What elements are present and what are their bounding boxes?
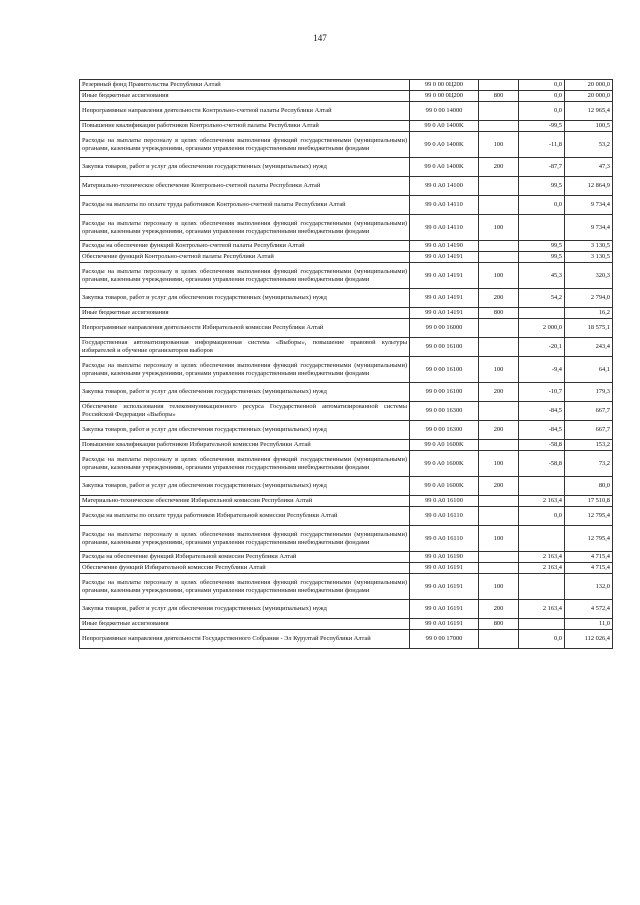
table-row xyxy=(80,507,613,526)
row-total-cell: 53,2 xyxy=(565,132,613,158)
table-row xyxy=(80,102,613,121)
row-name-cell: Закупка товаров, работ и услуг для обеспечения государственных (муниципальных) нужд xyxy=(80,477,410,496)
row-code-cell: 99 0 A0 16110 xyxy=(410,526,479,552)
row-total-cell: 17 510,8 xyxy=(565,496,613,507)
row-total-cell: 80,0 xyxy=(565,477,613,496)
row-expense-type-cell xyxy=(479,630,519,649)
table-row xyxy=(80,215,613,241)
row-code-cell: 99 0 A0 16100 xyxy=(410,496,479,507)
table-row xyxy=(80,402,613,421)
row-total-cell: 12 965,4 xyxy=(565,102,613,121)
row-name-cell: Закупка товаров, работ и услуг для обеспечения государственных (муниципальных) нужд xyxy=(80,289,410,308)
row-total-cell: 9 734,4 xyxy=(565,196,613,215)
row-code-cell: 99 0 00 16100 xyxy=(410,357,479,383)
row-total-cell: 47,3 xyxy=(565,158,613,177)
row-name-cell: Материально-техническое обеспечение Контрольно-счетной палаты Республики Алтай xyxy=(80,177,410,196)
table-row xyxy=(80,574,613,600)
row-change-cell: 99,5 xyxy=(519,241,565,252)
row-total-cell: 3 130,5 xyxy=(565,241,613,252)
row-code-cell: 99 0 A0 16191 xyxy=(410,574,479,600)
row-expense-type-cell: 100 xyxy=(479,451,519,477)
row-name-cell: Иные бюджетные ассигнования xyxy=(80,308,410,319)
row-total-cell: 2 794,0 xyxy=(565,289,613,308)
row-change-cell: 0,0 xyxy=(519,196,565,215)
table-row xyxy=(80,91,613,102)
row-code-cell: 99 0 A0 1400K xyxy=(410,132,479,158)
row-expense-type-cell: 200 xyxy=(479,158,519,177)
row-name-cell: Материально-техническое обеспечение Избирательной комиссии Республики Алтай xyxy=(80,496,410,507)
row-change-cell: 99,5 xyxy=(519,177,565,196)
row-name-cell: Государственная автоматизированная информационная система «Выборы», повышение правовой культуры избирателей и обучение организаторов выборов xyxy=(80,338,410,357)
row-change-cell: 0,0 xyxy=(519,630,565,649)
row-change-cell xyxy=(519,215,565,241)
row-change-cell xyxy=(519,526,565,552)
row-code-cell: 99 0 00 16300 xyxy=(410,402,479,421)
row-expense-type-cell xyxy=(479,552,519,563)
table-row xyxy=(80,496,613,507)
table-row xyxy=(80,158,613,177)
row-name-cell: Расходы на выплаты персоналу в целях обеспечения выполнения функций государственными (муниципальными) органами, казенными учреждениями, органами управления государственными внебюджетными фондами xyxy=(80,357,410,383)
row-expense-type-cell: 200 xyxy=(479,421,519,440)
row-total-cell: 179,3 xyxy=(565,383,613,402)
row-total-cell: 3 130,5 xyxy=(565,252,613,263)
row-expense-type-cell: 100 xyxy=(479,357,519,383)
row-name-cell: Непрограммные направления деятельности Государственного Собрания - Эл Курултай Республики Алтай xyxy=(80,630,410,649)
row-total-cell: 20 000,0 xyxy=(565,91,613,102)
row-expense-type-cell: 800 xyxy=(479,619,519,630)
table-row xyxy=(80,421,613,440)
table-row xyxy=(80,477,613,496)
row-change-cell xyxy=(519,477,565,496)
row-name-cell: Расходы на выплаты по оплате труда работников Контрольно-счетной палаты Республики Алтай xyxy=(80,196,410,215)
row-name-cell: Повышение квалификации работников Избирательной комиссии Республики Алтай xyxy=(80,440,410,451)
row-code-cell: 99 0 A0 16191 xyxy=(410,563,479,574)
row-total-cell: 4 715,4 xyxy=(565,563,613,574)
page-number: 147 xyxy=(313,33,327,43)
table-row xyxy=(80,289,613,308)
row-code-cell: 99 0 A0 14191 xyxy=(410,308,479,319)
row-name-cell: Расходы на выплаты персоналу в целях обеспечения выполнения функций государственными (муниципальными) органами, казенными учреждениями, органами управления государственными внебюджетными фондами xyxy=(80,215,410,241)
table-row xyxy=(80,526,613,552)
table-row xyxy=(80,338,613,357)
row-expense-type-cell xyxy=(479,338,519,357)
row-change-cell: 0,0 xyxy=(519,91,565,102)
row-expense-type-cell xyxy=(479,319,519,338)
row-total-cell: 9 734,4 xyxy=(565,215,613,241)
row-name-cell: Расходы на обеспечение функций Контрольно-счетной палаты Республики Алтай xyxy=(80,241,410,252)
row-total-cell: 64,1 xyxy=(565,357,613,383)
budget-table-body xyxy=(80,80,613,649)
row-change-cell: 2 163,4 xyxy=(519,563,565,574)
row-total-cell: 132,0 xyxy=(565,574,613,600)
row-code-cell: 99 0 A0 16191 xyxy=(410,600,479,619)
row-change-cell xyxy=(519,308,565,319)
row-change-cell: 0,0 xyxy=(519,80,565,91)
row-code-cell: 99 0 A0 14190 xyxy=(410,241,479,252)
row-change-cell: 45,3 xyxy=(519,263,565,289)
row-code-cell: 99 0 A0 1600K xyxy=(410,477,479,496)
row-code-cell: 99 0 00 16300 xyxy=(410,421,479,440)
row-total-cell: 73,2 xyxy=(565,451,613,477)
row-change-cell: -84,5 xyxy=(519,421,565,440)
row-total-cell: 667,7 xyxy=(565,421,613,440)
row-change-cell: -11,8 xyxy=(519,132,565,158)
row-change-cell: 2 000,0 xyxy=(519,319,565,338)
row-name-cell: Расходы на выплаты по оплате труда работников Избирательной комиссии Республики Алтай xyxy=(80,507,410,526)
row-code-cell: 99 0 A0 14191 xyxy=(410,289,479,308)
row-change-cell: -9,4 xyxy=(519,357,565,383)
row-expense-type-cell: 800 xyxy=(479,91,519,102)
table-row xyxy=(80,600,613,619)
row-total-cell: 667,7 xyxy=(565,402,613,421)
row-name-cell: Закупка товаров, работ и услуг для обеспечения государственных (муниципальных) нужд xyxy=(80,421,410,440)
row-code-cell: 99 0 A0 16190 xyxy=(410,552,479,563)
row-expense-type-cell xyxy=(479,241,519,252)
row-expense-type-cell: 800 xyxy=(479,308,519,319)
row-name-cell: Расходы на выплаты персоналу в целях обеспечения выполнения функций государственными (муниципальными) органами, казенными учреждениями, органами управления государственными внебюджетными фондами xyxy=(80,263,410,289)
row-code-cell: 99 0 A0 1400K xyxy=(410,158,479,177)
row-name-cell: Повышение квалификации работников Контрольно-счетной палаты Республики Алтай xyxy=(80,121,410,132)
row-name-cell: Расходы на выплаты персоналу в целях обеспечения выполнения функций государственными (муниципальными) органами, казенными учреждениями, органами управления государственными внебюджетными фондами xyxy=(80,132,410,158)
row-name-cell: Обеспечение функций Избирательной комиссии Республики Алтай xyxy=(80,563,410,574)
row-name-cell: Расходы на выплаты персоналу в целях обеспечения выполнения функций государственными (муниципальными) органами, казенными учреждениями, органами управления государственными внебюджетными фондами xyxy=(80,451,410,477)
row-change-cell: 2 163,4 xyxy=(519,600,565,619)
row-total-cell: 112 026,4 xyxy=(565,630,613,649)
table-row xyxy=(80,630,613,649)
row-code-cell: 99 0 A0 14100 xyxy=(410,177,479,196)
row-expense-type-cell: 200 xyxy=(479,477,519,496)
row-expense-type-cell: 100 xyxy=(479,132,519,158)
row-change-cell xyxy=(519,574,565,600)
row-change-cell: 99,5 xyxy=(519,252,565,263)
row-change-cell: -20,1 xyxy=(519,338,565,357)
row-code-cell: 99 0 A0 16110 xyxy=(410,507,479,526)
row-name-cell: Резервный фонд Правительства Республики Алтай xyxy=(80,80,410,91)
table-row xyxy=(80,263,613,289)
row-total-cell: 20 000,0 xyxy=(565,80,613,91)
row-name-cell: Непрограммные направления деятельности Контрольно-счетной палаты Республики Алтай xyxy=(80,102,410,121)
row-expense-type-cell xyxy=(479,440,519,451)
row-code-cell: 99 0 A0 1600K xyxy=(410,451,479,477)
row-expense-type-cell xyxy=(479,563,519,574)
row-total-cell: 4 572,4 xyxy=(565,600,613,619)
row-name-cell: Иные бюджетные ассигнования xyxy=(80,91,410,102)
row-expense-type-cell xyxy=(479,507,519,526)
row-expense-type-cell: 100 xyxy=(479,526,519,552)
row-name-cell: Закупка товаров, работ и услуг для обеспечения государственных (муниципальных) нужд xyxy=(80,600,410,619)
row-change-cell: 0,0 xyxy=(519,507,565,526)
row-change-cell: 2 163,4 xyxy=(519,496,565,507)
row-total-cell: 153,2 xyxy=(565,440,613,451)
row-code-cell: 99 0 A0 14191 xyxy=(410,263,479,289)
row-change-cell: -99,5 xyxy=(519,121,565,132)
table-row xyxy=(80,241,613,252)
row-name-cell: Расходы на выплаты персоналу в целях обеспечения выполнения функций государственными (муниципальными) органами, казенными учреждениями, органами управления государственными внебюджетными фондами xyxy=(80,526,410,552)
row-total-cell: 11,0 xyxy=(565,619,613,630)
table-row xyxy=(80,357,613,383)
row-name-cell: Закупка товаров, работ и услуг для обеспечения государственных (муниципальных) нужд xyxy=(80,158,410,177)
row-code-cell: 99 0 00 0Ц200 xyxy=(410,80,479,91)
row-name-cell: Закупка товаров, работ и услуг для обеспечения государственных (муниципальных) нужд xyxy=(80,383,410,402)
row-name-cell: Расходы на обеспечение функций Избирательной комиссии Республики Алтай xyxy=(80,552,410,563)
row-expense-type-cell: 100 xyxy=(479,574,519,600)
row-expense-type-cell: 200 xyxy=(479,600,519,619)
row-expense-type-cell xyxy=(479,496,519,507)
row-code-cell: 99 0 A0 14191 xyxy=(410,252,479,263)
row-expense-type-cell xyxy=(479,402,519,421)
table-row xyxy=(80,252,613,263)
table-row xyxy=(80,383,613,402)
row-code-cell: 99 0 A0 1600K xyxy=(410,440,479,451)
row-expense-type-cell: 200 xyxy=(479,383,519,402)
table-row xyxy=(80,552,613,563)
row-change-cell: 2 163,4 xyxy=(519,552,565,563)
row-code-cell: 99 0 A0 14110 xyxy=(410,215,479,241)
table-row xyxy=(80,132,613,158)
row-expense-type-cell xyxy=(479,196,519,215)
row-expense-type-cell: 100 xyxy=(479,263,519,289)
row-name-cell: Обеспечение функций Контрольно-счетной палаты Республики Алтай xyxy=(80,252,410,263)
row-code-cell: 99 0 00 16000 xyxy=(410,319,479,338)
row-name-cell: Обеспечение использования телекоммуникационного ресурса Государственной автоматизированной системы Российской Федерации «Выборы» xyxy=(80,402,410,421)
row-change-cell xyxy=(519,619,565,630)
row-expense-type-cell xyxy=(479,252,519,263)
table-row xyxy=(80,308,613,319)
row-total-cell: 243,4 xyxy=(565,338,613,357)
row-total-cell: 320,3 xyxy=(565,263,613,289)
row-total-cell: 100,5 xyxy=(565,121,613,132)
table-row xyxy=(80,619,613,630)
row-change-cell: -58,8 xyxy=(519,440,565,451)
table-row xyxy=(80,196,613,215)
row-total-cell: 16,2 xyxy=(565,308,613,319)
row-total-cell: 12 795,4 xyxy=(565,507,613,526)
row-expense-type-cell xyxy=(479,177,519,196)
table-row xyxy=(80,451,613,477)
row-change-cell: 54,2 xyxy=(519,289,565,308)
row-code-cell: 99 0 A0 14110 xyxy=(410,196,479,215)
row-change-cell: -10,7 xyxy=(519,383,565,402)
row-total-cell: 4 715,4 xyxy=(565,552,613,563)
row-expense-type-cell xyxy=(479,80,519,91)
row-code-cell: 99 0 00 0Ц200 xyxy=(410,91,479,102)
row-name-cell: Иные бюджетные ассигнования xyxy=(80,619,410,630)
row-total-cell: 18 575,1 xyxy=(565,319,613,338)
row-code-cell: 99 0 00 14000 xyxy=(410,102,479,121)
row-name-cell: Непрограммные направления деятельности Избирательной комиссии Республики Алтай xyxy=(80,319,410,338)
table-row xyxy=(80,177,613,196)
row-expense-type-cell xyxy=(479,102,519,121)
budget-table xyxy=(79,79,613,649)
row-code-cell: 99 0 A0 16191 xyxy=(410,619,479,630)
table-row xyxy=(80,563,613,574)
row-name-cell: Расходы на выплаты персоналу в целях обеспечения выполнения функций государственными (муниципальными) органами, казенными учреждениями, органами управления государственными внебюджетными фондами xyxy=(80,574,410,600)
row-total-cell: 12 864,9 xyxy=(565,177,613,196)
row-code-cell: 99 0 00 17000 xyxy=(410,630,479,649)
row-code-cell: 99 0 A0 1400K xyxy=(410,121,479,132)
row-code-cell: 99 0 00 16100 xyxy=(410,338,479,357)
table-row xyxy=(80,440,613,451)
row-expense-type-cell: 100 xyxy=(479,215,519,241)
row-change-cell: -87,7 xyxy=(519,158,565,177)
table-row xyxy=(80,319,613,338)
row-expense-type-cell xyxy=(479,121,519,132)
table-row xyxy=(80,121,613,132)
table-row xyxy=(80,80,613,91)
row-change-cell: 0,0 xyxy=(519,102,565,121)
row-code-cell: 99 0 00 16100 xyxy=(410,383,479,402)
row-total-cell: 12 795,4 xyxy=(565,526,613,552)
row-expense-type-cell: 200 xyxy=(479,289,519,308)
row-change-cell: -58,8 xyxy=(519,451,565,477)
row-change-cell: -84,5 xyxy=(519,402,565,421)
